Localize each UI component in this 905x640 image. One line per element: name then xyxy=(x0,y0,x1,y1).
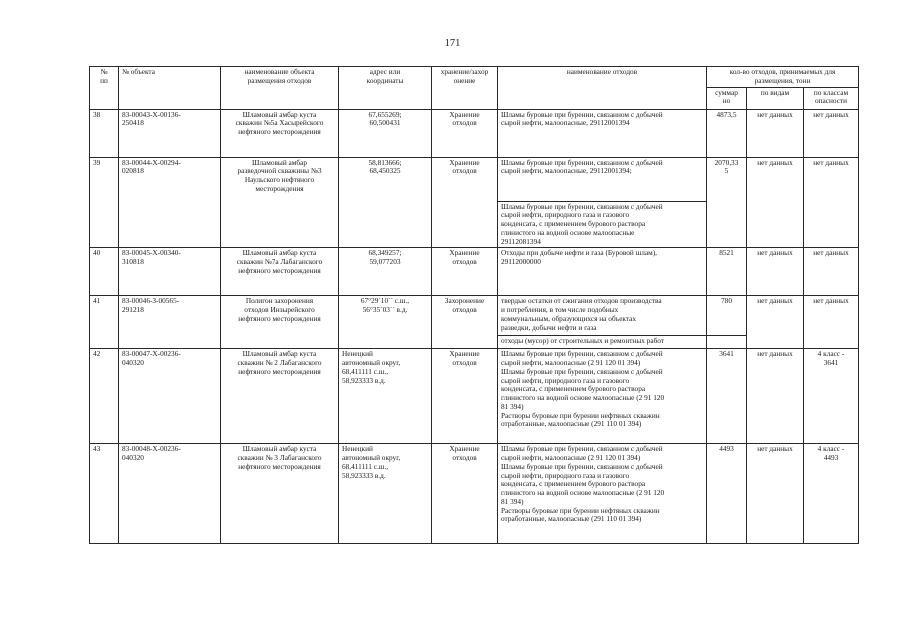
page-number: 171 xyxy=(444,38,461,49)
row-object-num: 83-00047-Х-00236- 040320 xyxy=(119,349,221,444)
row-num: 41 xyxy=(90,296,119,349)
row-by-class: 4 класс - 4493 xyxy=(804,444,859,544)
row-by-class: нет данных xyxy=(804,109,859,157)
row-address: 67,655269; 60,500431 xyxy=(339,109,432,157)
row-by-type: нет данных xyxy=(747,444,804,544)
col-header-num: № пп xyxy=(90,67,119,110)
row-by-class: нет данных xyxy=(804,157,859,248)
row-facility: Шламовый амбар куста скважин №5а Хасырейского нефтяного месторождения xyxy=(221,109,339,157)
col-header-qty-group: кол-во отходов, принимаемых для размещения, тонн xyxy=(707,67,859,88)
row-num: 42 xyxy=(90,349,119,444)
row-waste: Шламы буровые при бурении, связанном с добычей сырой нефти, природного газа и газового конденсата, с применением бурового раствора глинистого на водной основе малоопасные 29112081394 xyxy=(498,201,707,248)
col-header-waste-name: наименование отходов xyxy=(498,67,707,110)
row-object-num: 83-00046-З-00565- 291218 xyxy=(119,296,221,349)
row-storage: Хранение отходов xyxy=(432,444,498,544)
row-facility: Шламовый амбар куста скважин № 3 Лабаганского нефтяного месторождения xyxy=(221,444,339,544)
table-row xyxy=(90,296,859,336)
table-row xyxy=(90,109,859,157)
row-object-num: 83-00043-Х-00136- 250418 xyxy=(119,109,221,157)
row-by-type: нет данных xyxy=(747,248,804,296)
row-by-class: 4 класс - 3641 xyxy=(804,349,859,444)
row-total: 780 xyxy=(707,296,747,336)
row-storage: Хранение отходов xyxy=(432,109,498,157)
row-storage: Хранение отходов xyxy=(432,349,498,444)
table-row xyxy=(90,157,859,201)
row-total: 4873,5 xyxy=(707,109,747,157)
row-by-type: нет данных xyxy=(747,349,804,444)
col-header-qty-by-type: по видам xyxy=(747,87,804,109)
row-total: 3641 xyxy=(707,349,747,444)
row-address: Ненецкий автономный округ, 68,411111 с.ш., 58,923333 в.д. xyxy=(339,349,432,444)
row-object-num: 83-00045-Х-00340- 310818 xyxy=(119,248,221,296)
row-address: 67°29´10´´ с.ш., 56°35´03´´ в.д. xyxy=(339,296,432,349)
col-header-address: адрес или координаты xyxy=(339,67,432,110)
col-header-storage: хранение/захор онение xyxy=(432,67,498,110)
col-header-qty-total: суммар но xyxy=(707,87,747,109)
row-waste: отходы (мусор) от строительных и ремонтных работ xyxy=(498,336,707,349)
row-by-class: нет данных xyxy=(804,248,859,296)
row-total: 8521 xyxy=(707,248,747,296)
row-waste: твердые остатки от сжигания отходов производства и потребления, в том числе подобных коммунальным, образующихся на объектах разведки, добычи нефти и газа xyxy=(498,296,707,336)
col-header-qty-by-class: по классам опасности xyxy=(804,87,859,109)
row-total-empty xyxy=(707,336,747,349)
table-row xyxy=(90,349,859,444)
row-by-class: нет данных xyxy=(804,296,859,349)
row-num: 38 xyxy=(90,109,119,157)
row-waste: Отходы при добыче нефти и газа (Буровой шлам), 29112000000 xyxy=(498,248,707,296)
row-num: 40 xyxy=(90,248,119,296)
row-total: 4493 xyxy=(707,444,747,544)
row-waste: Шламы буровые при бурении, связанном с добычей сырой нефти, малоопасные (2 91 120 01 394) Шламы буровые при бурении, связанном с добычей сырой нефти, природного газа и газового конденсата, с применением бурового раствора глинистого на водной основе малоопасные (2 91 120 81 394) Растворы буровые при бурении нефтяных скважин отработанные, малоопасные (291 110 01 394) xyxy=(498,349,707,444)
row-address: 68,349257; 59,077203 xyxy=(339,248,432,296)
row-facility: Полигон захоронения отходов Инзырейского нефтяного месторождения xyxy=(221,296,339,349)
row-facility: Шламовый амбар куста скважин №7а Лабаганского нефтяного месторождения xyxy=(221,248,339,296)
row-by-type: нет данных xyxy=(747,296,804,349)
table-row xyxy=(90,444,859,544)
row-address: Ненецкий автономный округ, 68,411111 с.ш., 58,923333 в.д. xyxy=(339,444,432,544)
row-waste: Шламы буровые при бурении, связанном с добычей сырой нефти, малоопасные (2 91 120 01 394) Шламы буровые при бурении, связанном с добычей сырой нефти, природного газа и газового конденсата, с применением бурового раствора глинистого на водной основе малоопасные (2 91 120 81 394) Растворы буровые при бурении нефтяных скважин отработанные, малоопасные (291 110 01 394) xyxy=(498,444,707,544)
row-object-num: 83-00044-Х-00294- 020818 xyxy=(119,157,221,248)
waste-facilities-table xyxy=(89,66,859,544)
row-num: 43 xyxy=(90,444,119,544)
row-num: 39 xyxy=(90,157,119,248)
table-row xyxy=(90,248,859,296)
row-by-type: нет данных xyxy=(747,109,804,157)
row-storage: Хранение отходов xyxy=(432,248,498,296)
row-storage: Захоронение отходов xyxy=(432,296,498,349)
row-total: 2070,33 5 xyxy=(707,157,747,248)
row-waste: Шламы буровые при бурении, связанном с добычей сырой нефти, малоопасные, 29112001394; xyxy=(498,157,707,201)
row-waste: Шламы буровые при бурении, связанном с добычей сырой нефти, малоопасные, 29112001394 xyxy=(498,109,707,157)
row-object-num: 83-00048-Х-00236- 040320 xyxy=(119,444,221,544)
col-header-object-num: № объекта xyxy=(119,67,221,110)
row-address: 58,813666; 68,450325 xyxy=(339,157,432,248)
col-header-facility-name: наименование объекта размещения отходов xyxy=(221,67,339,110)
row-storage: Хранение отходов xyxy=(432,157,498,248)
row-facility: Шламовый амбар куста скважин № 2 Лабаганского нефтяного месторождения xyxy=(221,349,339,444)
row-facility: Шламовый амбар разведочной скважины №3 Наульского нефтяного месторождения xyxy=(221,157,339,248)
row-by-type: нет данных xyxy=(747,157,804,248)
